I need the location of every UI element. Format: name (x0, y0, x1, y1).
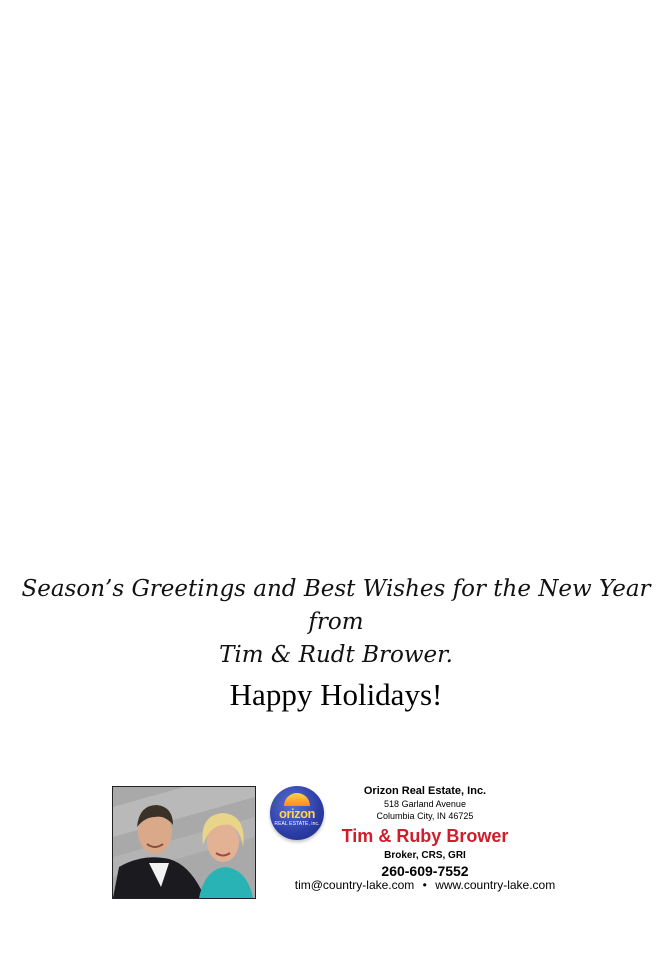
agents-photo (112, 786, 256, 899)
happy-holidays-heading: Happy Holidays! (229, 677, 443, 712)
email-link[interactable]: tim@country-lake.com (294, 878, 415, 892)
greeting-line-3: Tim & Rudt Brower. (219, 642, 453, 668)
greeting-line-1: Season’s Greetings and Best Wishes for the New Year (21, 576, 651, 602)
separator-dot: • (422, 878, 427, 892)
web-contact-line (270, 878, 580, 892)
street-address: 518 Garland Avenue (384, 799, 466, 809)
website-link[interactable]: www.country-lake.com (435, 878, 556, 892)
logo-subtitle: REAL ESTATE, inc. (274, 821, 320, 827)
agents-photo-illustration (113, 787, 255, 898)
agent-names: Tim & Ruby Brower (341, 826, 509, 846)
company-name: Orizon Real Estate, Inc. (363, 785, 487, 797)
agent-credentials: Broker, CRS, GRI (384, 850, 466, 861)
orizon-logo (270, 786, 324, 840)
city-address: Columbia City, IN 46725 (376, 811, 474, 821)
greeting-line-2: from (308, 609, 364, 635)
sun-icon (284, 793, 310, 806)
phone-number[interactable]: 260-609-7552 (381, 863, 469, 879)
logo-wordmark: orizon (279, 806, 315, 821)
